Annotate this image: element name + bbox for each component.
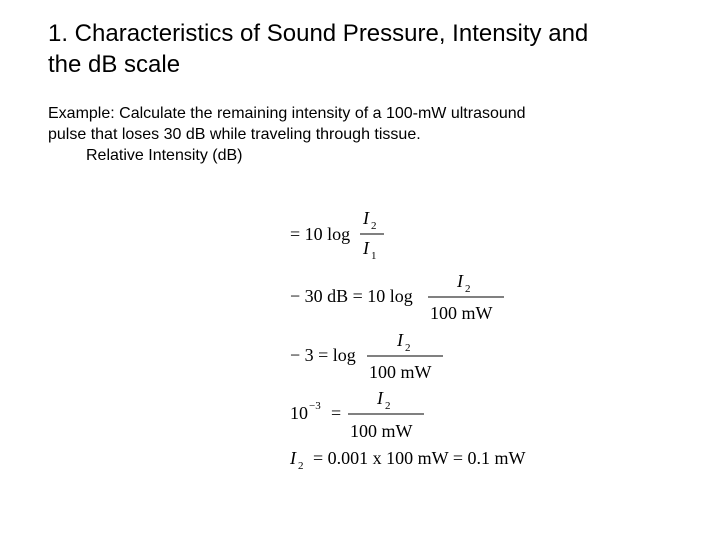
eq5-variable: I [290,448,296,468]
title-line-2: the dB scale [48,51,181,78]
eq4-denominator: 100 mW [350,421,413,441]
eq5-rhs: = 0.001 x 100 mW = 0.1 mW [313,448,526,468]
eq2-denominator: 100 mW [430,303,493,323]
eq1-denominator: I [363,238,369,258]
eq3-numerator-sub: 2 [405,342,411,354]
eq4-lhs-base: 10 [290,403,308,423]
example-line-2: pulse that loses 30 dB while traveling through tissue. [48,126,421,143]
equation-4 [290,388,424,441]
example-line-3: Relative Intensity (dB) [86,147,243,164]
title-line-1: 1. Characteristics of Sound Pressure, Intensity and [48,20,589,47]
eq4-numerator-sub: 2 [385,400,391,412]
equation-5 [289,448,525,472]
eq1-numerator: I [363,208,369,228]
eq1-denominator-sub: 1 [371,250,377,262]
eq1-numerator-sub: 2 [371,220,377,232]
eq3-lhs: − 3 = log [290,345,356,365]
example-line-1: Example: Calculate the remaining intensity of a 100-mW ultrasound [48,105,526,122]
eq2-lhs: − 30 dB = 10 log [290,286,413,306]
eq3-denominator: 100 mW [369,362,432,382]
equation-3 [290,330,443,382]
eq1-lhs: = 10 log [290,224,351,244]
eq3-numerator: I [397,330,403,350]
eq2-numerator: I [457,271,463,291]
eq2-numerator-sub: 2 [465,283,471,295]
eq4-lhs-exponent: −3 [309,400,321,412]
equation-1 [290,208,384,262]
equation-2 [290,271,504,323]
eq5-variable-sub: 2 [298,460,304,472]
eq4-equals: = [331,403,342,423]
eq4-numerator: I [377,388,383,408]
